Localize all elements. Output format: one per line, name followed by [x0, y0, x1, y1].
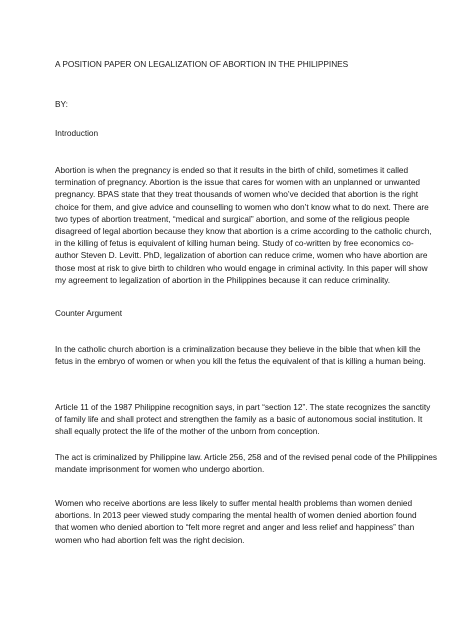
paragraph-line: The act is criminalized by Philippine law. Article 256, 258 and of the revised penal code of the Philippines	[55, 452, 438, 462]
paragraph-line: two types of abortion treatment, “medical and surgical” abortion, and some of the religious people	[55, 213, 410, 224]
paragraph-line: pregnancy. BPAS state that they treat thousands of women who’ve decided that abortion is the right	[55, 189, 419, 200]
mental-health-paragraph	[55, 497, 425, 546]
introduction-heading: Introduction	[55, 128, 99, 138]
document-title: A POSITION PAPER ON LEGALIZATION OF ABORTION IN THE PHILIPPINES	[55, 59, 349, 69]
paragraph-line: in the killing of fetus is equivalent of killing human being. Study of co-written by free economics co-	[55, 238, 414, 249]
article-11-paragraph	[55, 401, 431, 438]
paragraph-line: author Steven D. Levitt. PhD, legalization of abortion can reduce crime, women who have abortion are	[55, 250, 428, 261]
catholic-church-paragraph	[55, 343, 425, 367]
paragraph-line: Women who receive abortions are less likely to suffer mental health problems than women denied	[55, 498, 413, 508]
paragraph-line: that women who denied abortion to “felt more regret and anger and less relief and happiness” than	[55, 522, 415, 533]
penal-code-paragraph	[55, 451, 438, 475]
paragraph-line: of family life and shall protect and strengthen the family as a basic of autonomous social institution. It	[55, 414, 423, 425]
paragraph-line: termination of pregnancy. Abortion is the issue that cares for women with an unplanned or unwanted	[55, 177, 421, 188]
paragraph-line: women who had abortion felt was the right decision.	[55, 534, 245, 545]
counter-argument-heading: Counter Argument	[55, 308, 123, 318]
paragraph-line: shall equally protect the life of the mother of the unborn from conception.	[55, 426, 320, 437]
introduction-paragraph	[55, 164, 432, 286]
paragraph-line: Article 11 of the 1987 Philippine recognition says, in part “section 12”. The state recognizes the sanctity	[55, 402, 431, 412]
paragraph-line: fetus in the embryo of women or when you kill the fetus the equivalent of that is killing a human being.	[55, 356, 426, 367]
paragraph-line: Abortion is when the pregnancy is ended so that it results in the birth of child, sometimes it called	[55, 165, 409, 175]
paragraph-line: abortions. In 2013 peer viewed study comparing the mental health of women denied abortion found	[55, 510, 417, 521]
paragraph-line: my agreement to legalization of abortion in the Philippines because it can reduce criminality.	[55, 274, 391, 285]
paragraph-line: mandate imprisonment for women who undergo abortion.	[55, 464, 265, 475]
paragraph-line: In the catholic church abortion is a criminalization because they believe in the bible that when kill the	[55, 344, 421, 354]
author-line: BY:	[55, 99, 68, 109]
paragraph-line: those most at risk to give birth to children who would engage in criminal activity. In this paper will show	[55, 262, 428, 273]
paragraph-line: choice for them, and give advice and counselling to women who don’t know what to do next. There are	[55, 201, 429, 212]
paragraph-line: disagreed of legal abortion because they know that abortion is a crime according to the catholic church,	[55, 226, 432, 237]
